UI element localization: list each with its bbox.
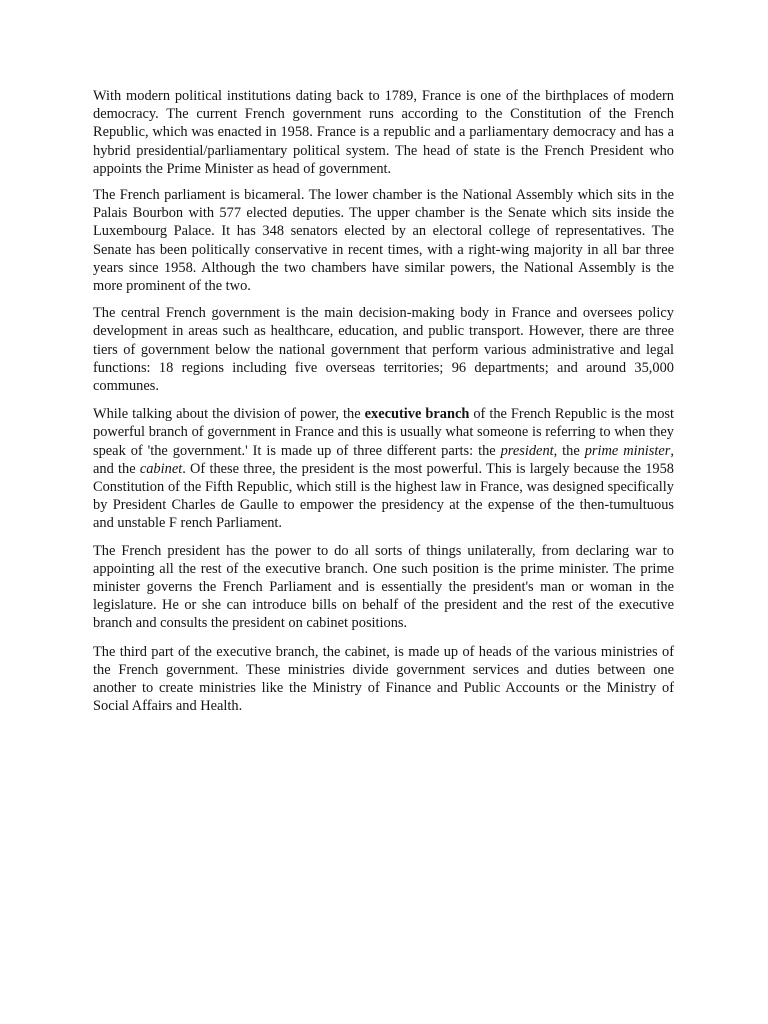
president-term: president (500, 442, 554, 459)
paragraph-6: The third part of the executive branch, the cabinet, is made up of heads of the various ministries of the French government. These ministries divide government services and duties between one another to create ministries like the Ministry of Finance and Public Accounts or the Ministry of Social Affairs and Health. (93, 643, 674, 715)
paragraph-4-text: , the (553, 442, 585, 459)
paragraph-4-text: , and the (93, 442, 674, 477)
paragraph-4-text: . Of these three, the president is the most powerful. This is largely because the 1958 Constitution of the Fifth Republic, which still is the highest law in France, was designed specifically by President Charles de Gaulle to empower the presidency at the expense of the then-tumultuous and unstable F rench Parliament. (93, 460, 675, 532)
cabinet-term: cabinet (139, 460, 183, 477)
document-page (93, 87, 674, 725)
paragraph-4-text: While talking about the division of power, the (93, 406, 365, 423)
paragraph-4 (93, 405, 674, 532)
prime-minister-term: prime minister (584, 442, 671, 459)
paragraph-2: The French parliament is bicameral. The lower chamber is the National Assembly which sits in the Palais Bourbon with 577 elected deputies. The upper chamber is the Senate which sits inside the Luxembourg Palace. It has 348 senators elected by an electoral college of representatives. The Senate has been politically conservative in recent times, with a right-wing majority in all bar three years since 1958. Although the two chambers have similar powers, the National Assembly is the more prominent of the two. (93, 187, 674, 295)
paragraph-3: The central French government is the main decision-making body in France and oversees policy development in areas such as healthcare, education, and public transport. However, there are three tiers of government below the national government that perform various administrative and legal functions: 18 regions including five overseas territories; 96 departments; and around 35,000 communes. (93, 305, 674, 395)
paragraph-5: The French president has the power to do all sorts of things unilaterally, from declaring war to appointing all the rest of the executive branch. One such position is the prime minister. The prime minister governs the French Parliament and is essentially the president's man or woman in the legislature. He or she can introduce bills on behalf of the president and the rest of the executive branch and consults the president on cabinet positions. (93, 542, 674, 632)
paragraph-4-text: of the French Republic is the most powerful branch of government in France and this is usually what someone is referring to when they speak of 'the government.' It is made up of three different parts: the (93, 406, 675, 459)
executive-branch-term: executive branch (364, 406, 470, 423)
paragraph-1: With modern political institutions dating back to 1789, France is one of the birthplaces of modern democracy. The current French government runs according to the Constitution of the French Republic, which was enacted in 1958. France is a republic and a parliamentary democracy and has a hybrid presidential/parliamentary political system. The head of state is the French President who appoints the Prime Minister as head of government. (93, 88, 674, 177)
